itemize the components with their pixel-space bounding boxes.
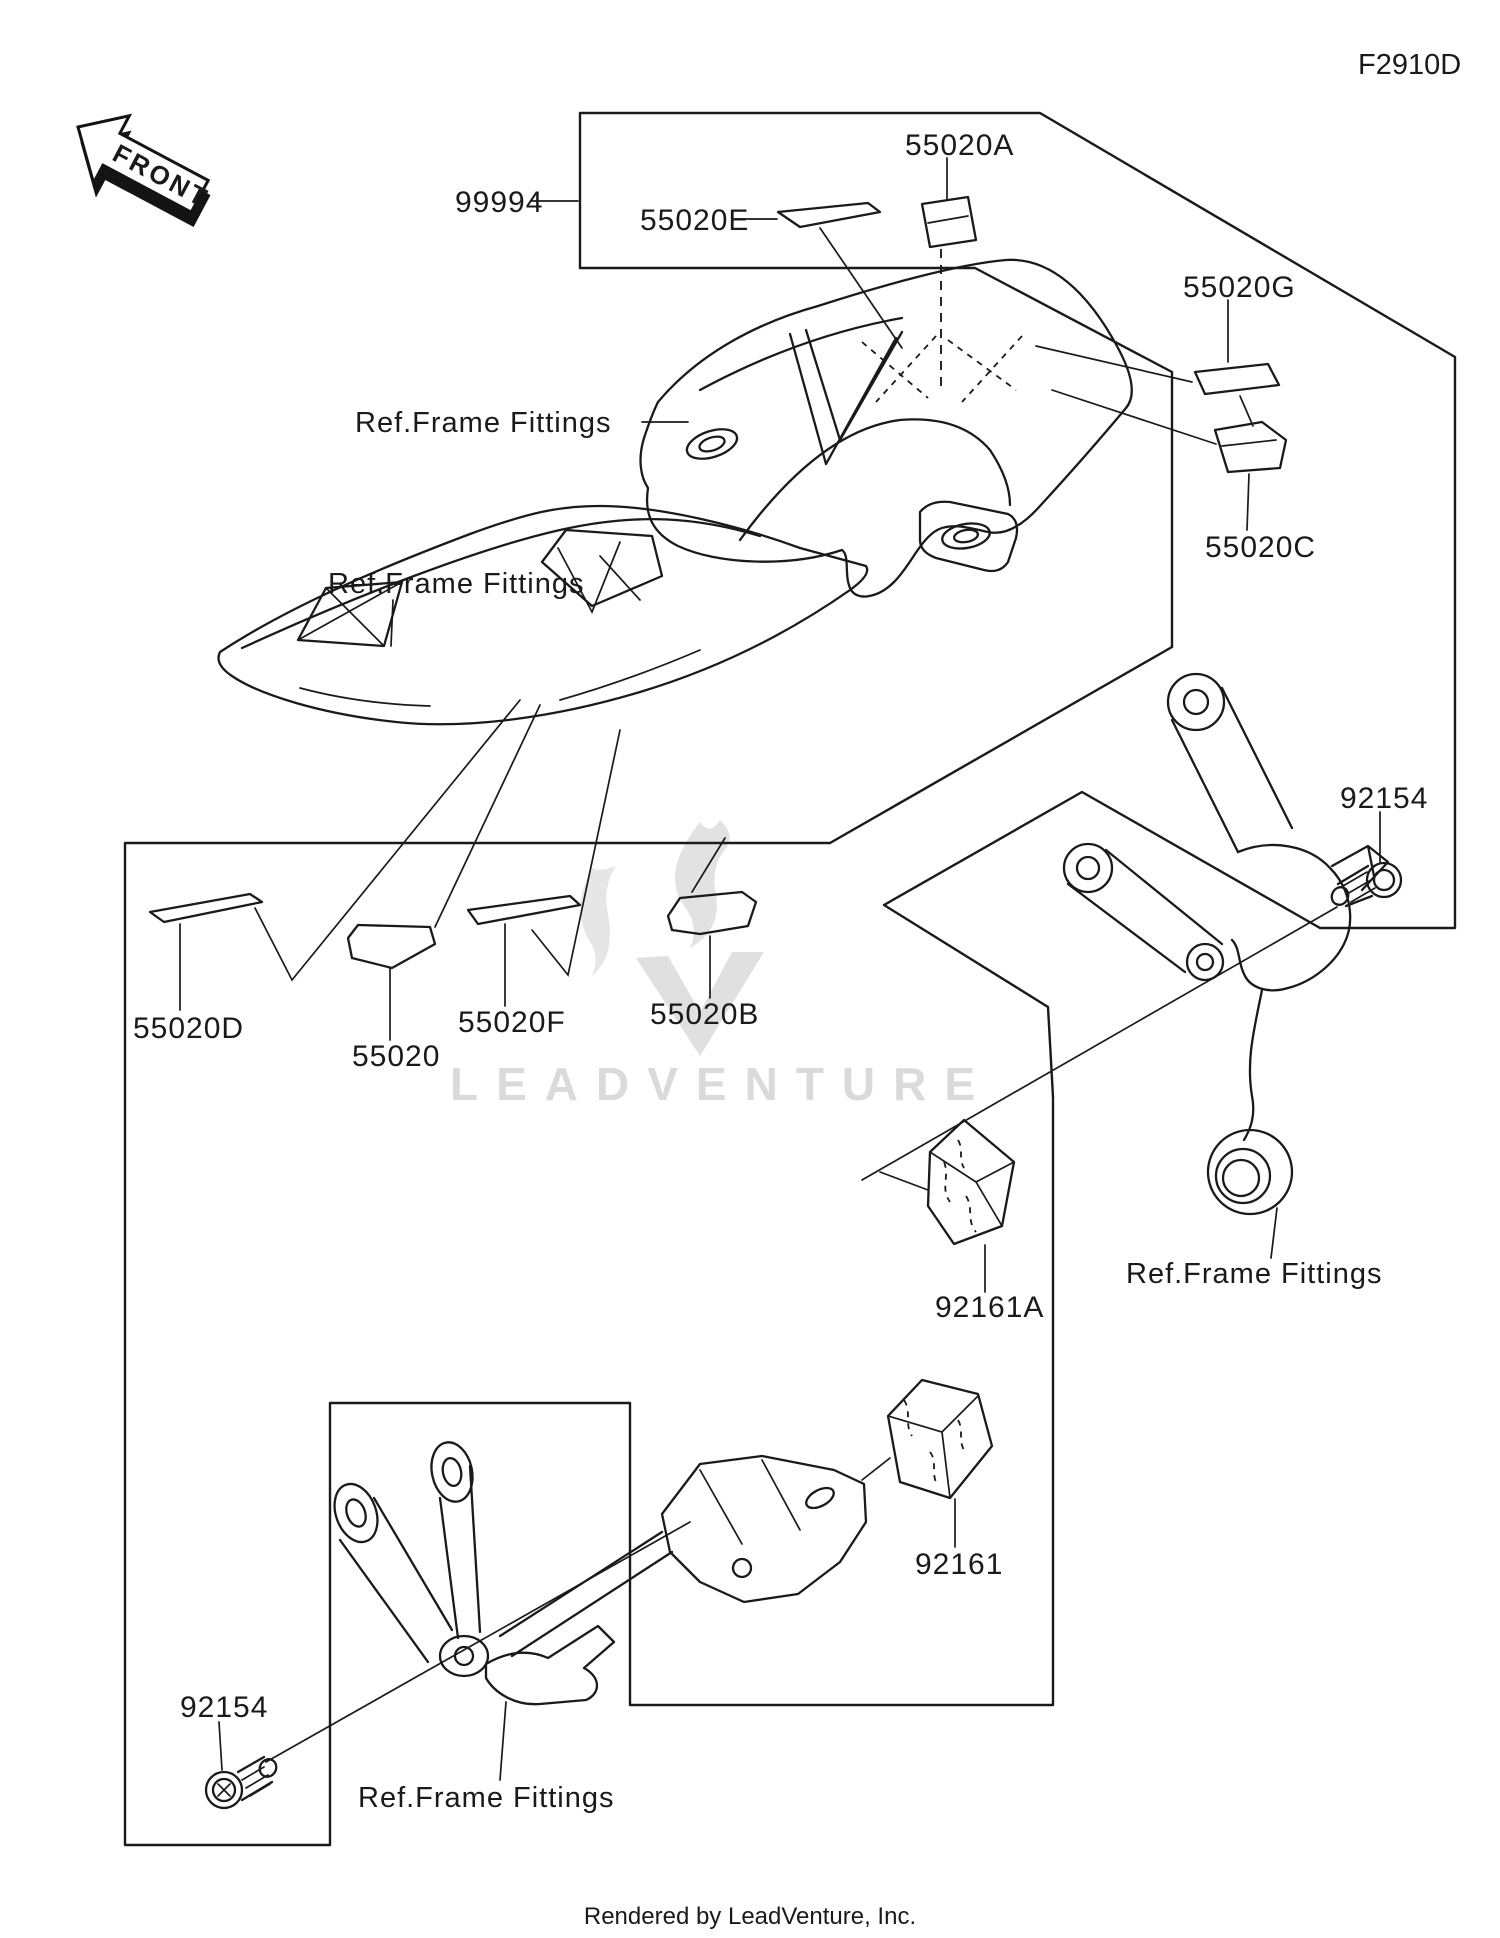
front-direction-arrow (53, 97, 226, 245)
callout-92161a[interactable]: 92161A (935, 1291, 1045, 1324)
callout-92154-right[interactable]: 92154 (1340, 782, 1429, 815)
damper-92161 (862, 1380, 992, 1498)
screw-92154-right (862, 863, 1401, 1180)
footpeg-bracket-bottom (327, 1438, 866, 1704)
kit-outline-boxes (125, 113, 1455, 1845)
flame-icon (580, 866, 616, 976)
callout-55020a[interactable]: 55020A (905, 129, 1015, 162)
callout-55020c[interactable]: 55020C (1205, 531, 1317, 564)
shim-55020g (1195, 364, 1279, 426)
rear-cowl-lower (219, 506, 868, 724)
callout-labels (133, 129, 1428, 1814)
ref-frame-fittings-label-4: Ref.Frame Fittings (358, 1782, 615, 1814)
callout-55020d[interactable]: 55020D (133, 1012, 245, 1045)
flame-icon (675, 820, 730, 948)
damper-92161a (880, 1120, 1014, 1244)
callout-92154-left[interactable]: 92154 (180, 1691, 269, 1724)
shim-55020 (348, 705, 540, 968)
callout-55020[interactable]: 55020 (352, 1040, 441, 1073)
front-arrow-label: FRONT (107, 137, 215, 214)
shim-55020d (150, 700, 520, 980)
shim-55020a (922, 197, 976, 390)
watermark-text: LEADVENTURE (450, 1058, 994, 1110)
top-box-notch (884, 792, 1320, 1097)
callout-99994[interactable]: 99994 (455, 186, 544, 219)
callout-92161[interactable]: 92161 (915, 1548, 1004, 1581)
callout-55020g[interactable]: 55020G (1183, 271, 1296, 304)
rear-cowl-upper (641, 260, 1216, 597)
ref-frame-fittings-label-3: Ref.Frame Fittings (1126, 1258, 1383, 1290)
shim-55020e (778, 203, 902, 348)
footpeg-bracket-right (1064, 674, 1388, 1214)
shim-55020c (1215, 422, 1286, 472)
leadventure-watermark (450, 820, 993, 1110)
callout-55020e[interactable]: 55020E (640, 204, 750, 237)
ref-frame-fittings-label-1: Ref.Frame Fittings (355, 407, 612, 439)
ref-frame-fittings-label-2: Ref.Frame Fittings (328, 568, 585, 600)
callout-55020f[interactable]: 55020F (458, 1006, 566, 1039)
diagram-code: F2910D (1358, 49, 1462, 81)
footer-credit: Rendered by LeadVenture, Inc. (583, 1903, 917, 1930)
callout-55020b[interactable]: 55020B (650, 998, 760, 1031)
screw-axis-line (862, 907, 1337, 1180)
